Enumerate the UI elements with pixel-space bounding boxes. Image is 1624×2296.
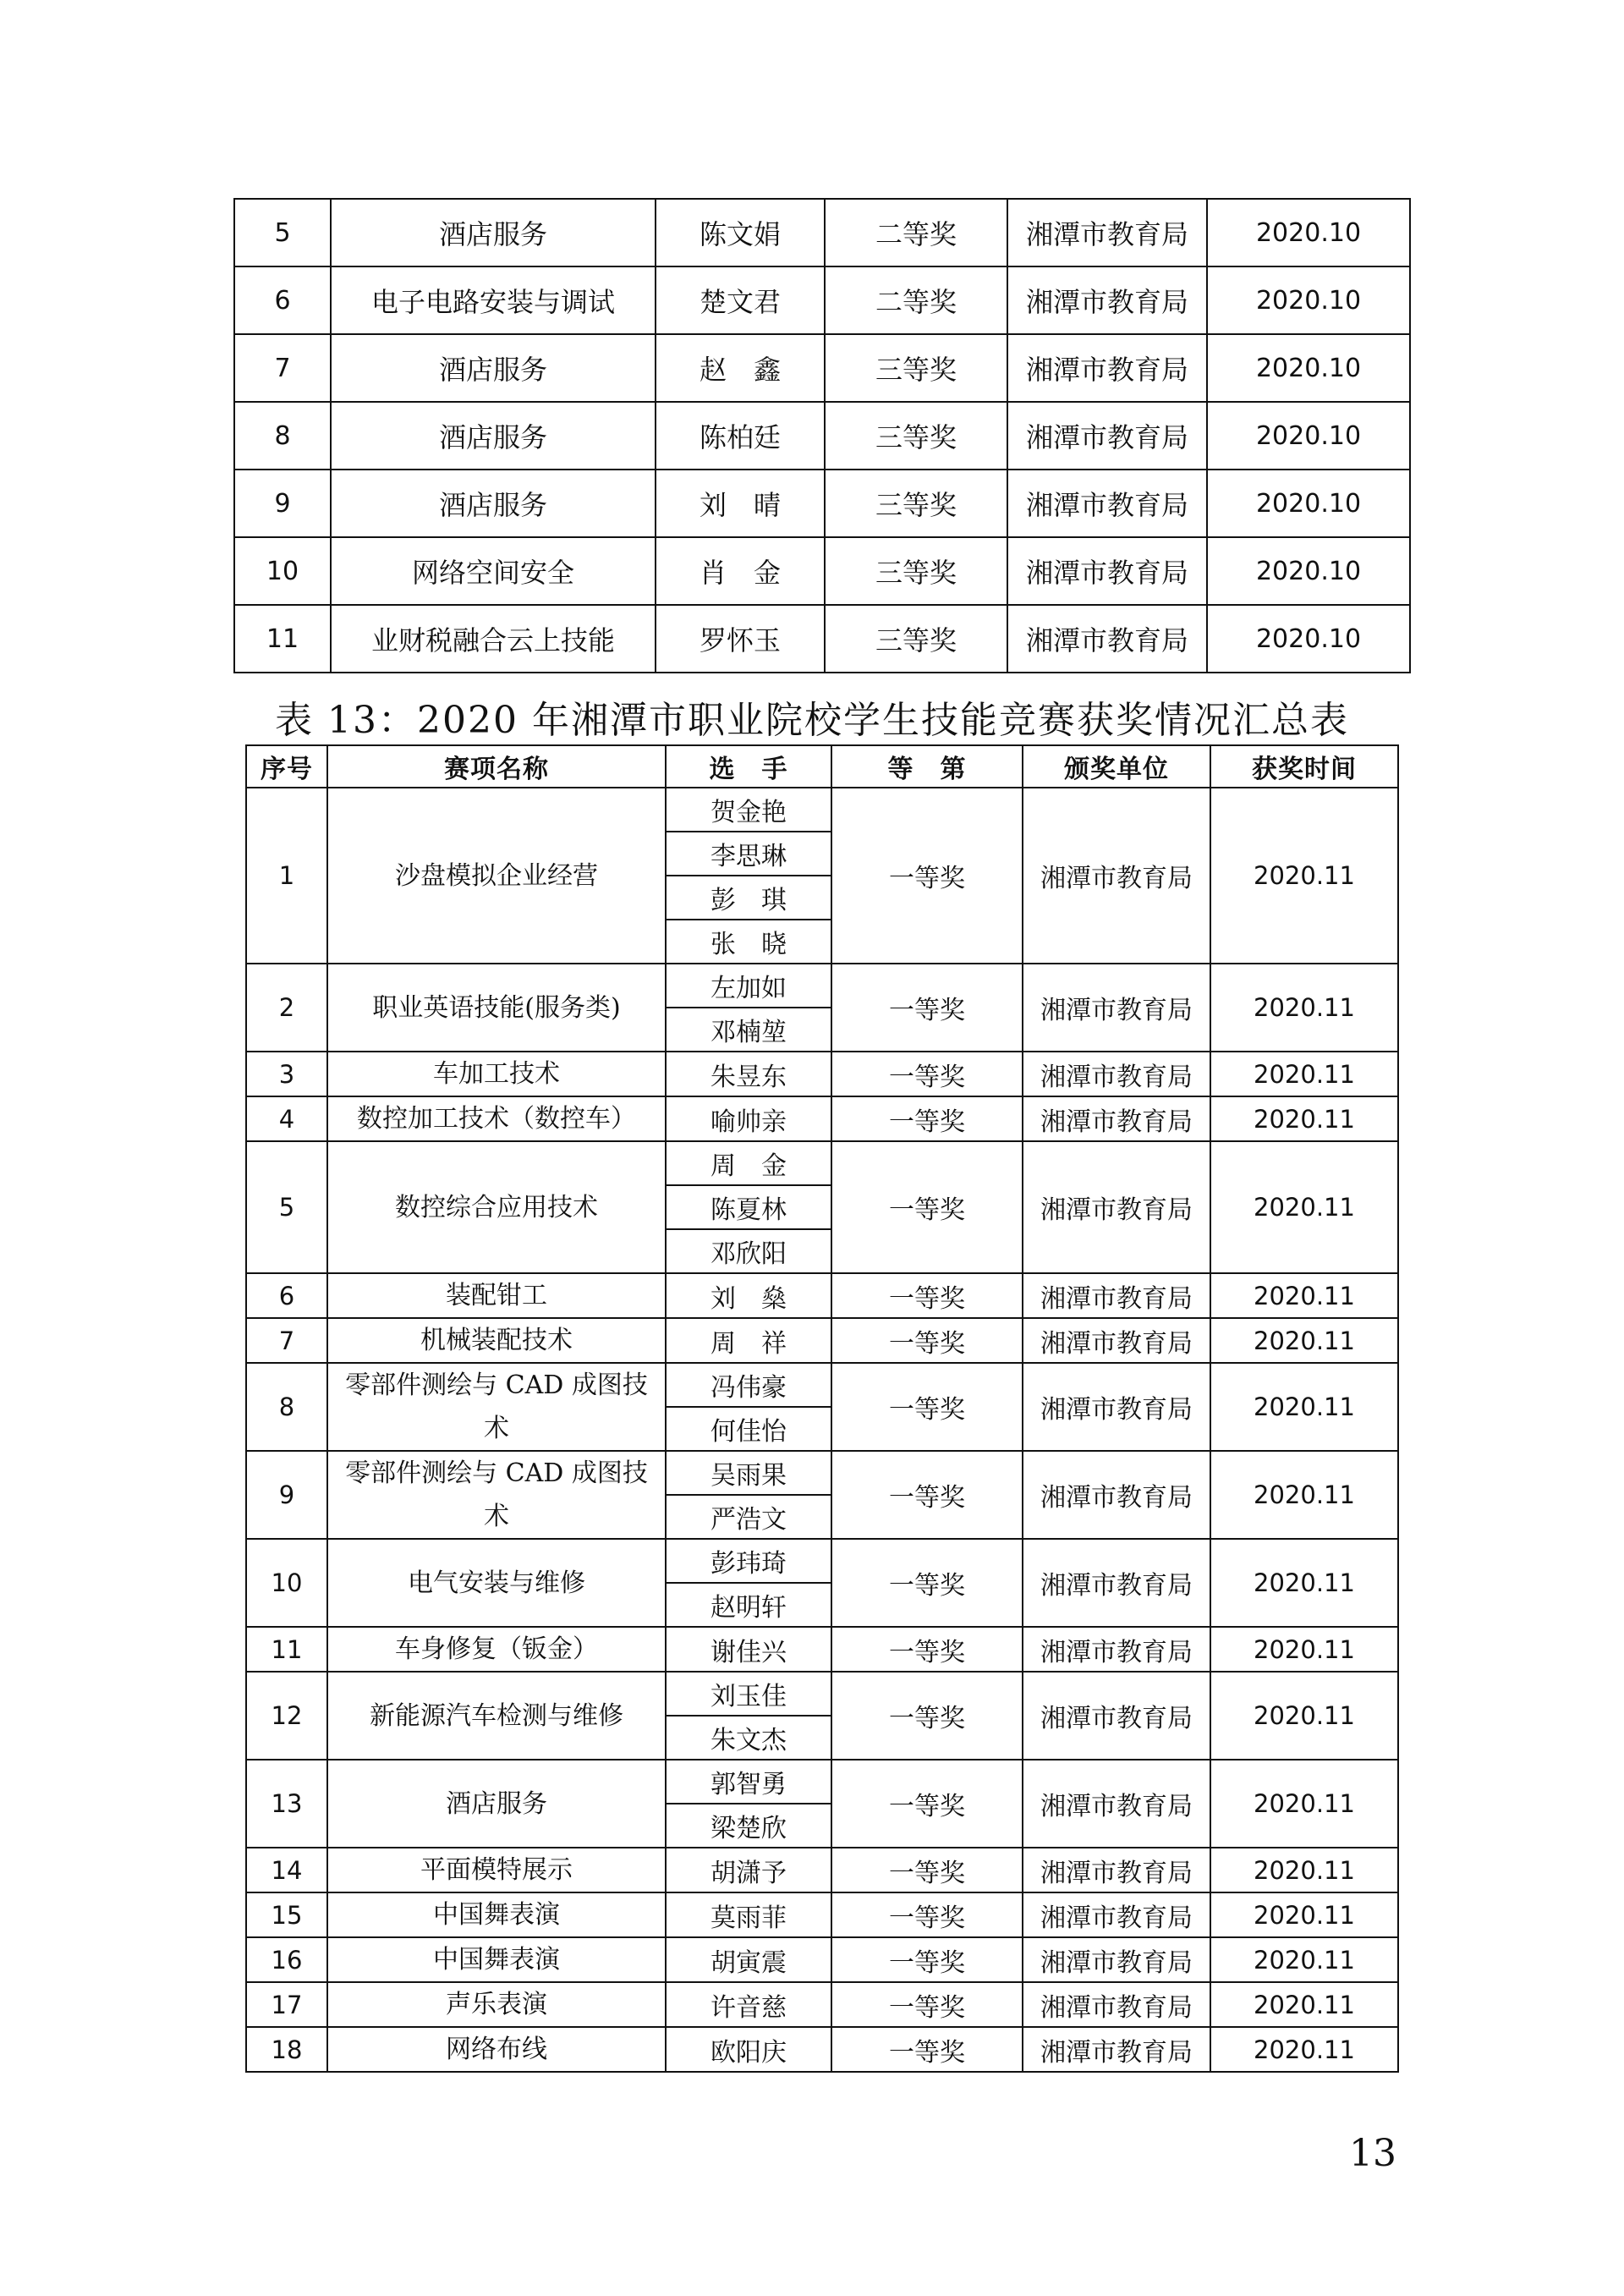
cell-no: 11 — [246, 1627, 327, 1672]
cell-unit: 湘潭市教育局 — [1023, 1273, 1210, 1318]
cell-date: 2020.11 — [1210, 1627, 1398, 1672]
cell-award: 三等奖 — [825, 537, 1007, 605]
table-row — [246, 1451, 1398, 1495]
cell-unit: 湘潭市教育局 — [1023, 788, 1210, 964]
cell-no: 8 — [234, 402, 331, 470]
table-row — [246, 1141, 1398, 1185]
cell-no: 6 — [234, 266, 331, 334]
cell-award: 一等奖 — [831, 1760, 1023, 1848]
cell-player: 周 金 — [666, 1141, 831, 1185]
cell-player: 刘 燊 — [666, 1273, 831, 1318]
cell-player: 邓楠堃 — [666, 1008, 831, 1052]
cell-unit: 湘潭市教育局 — [1023, 1363, 1210, 1451]
cell-date: 2020.11 — [1210, 1937, 1398, 1982]
cell-unit: 湘潭市教育局 — [1007, 537, 1207, 605]
cell-no: 2 — [246, 964, 327, 1052]
cell-date: 2020.11 — [1210, 1363, 1398, 1451]
cell-player: 李思琳 — [666, 832, 831, 876]
cell-no: 8 — [246, 1363, 327, 1451]
cell-event: 机械装配技术 — [327, 1318, 666, 1363]
cell-player: 喻帅亲 — [666, 1096, 831, 1141]
table-row — [234, 334, 1410, 402]
table-row — [234, 266, 1410, 334]
table-row — [246, 964, 1398, 1008]
header-event: 赛项名称 — [327, 745, 666, 788]
cell-player: 罗怀玉 — [656, 605, 825, 673]
cell-date: 2020.10 — [1207, 402, 1410, 470]
cell-event: 电气安装与维修 — [327, 1539, 666, 1627]
table-row — [246, 1937, 1398, 1982]
cell-date: 2020.11 — [1210, 1273, 1398, 1318]
cell-player: 张 晓 — [666, 920, 831, 964]
cell-event: 酒店服务 — [331, 402, 656, 470]
cell-no: 18 — [246, 2027, 327, 2072]
table-13-caption: 表 13：2020 年湘潭市职业院校学生技能竞赛获奖情况汇总表 — [275, 699, 1349, 742]
cell-no: 4 — [246, 1096, 327, 1141]
cell-event: 业财税融合云上技能 — [331, 605, 656, 673]
cell-date: 2020.11 — [1210, 1318, 1398, 1363]
page-number: 13 — [1349, 2132, 1396, 2175]
table-header-row — [246, 745, 1398, 788]
cell-date: 2020.11 — [1210, 2027, 1398, 2072]
cell-player: 许音慈 — [666, 1982, 831, 2027]
cell-unit: 湘潭市教育局 — [1023, 1892, 1210, 1937]
cell-award: 一等奖 — [831, 788, 1023, 964]
cell-no: 6 — [246, 1273, 327, 1318]
cell-award: 一等奖 — [831, 1982, 1023, 2027]
cell-no: 7 — [246, 1318, 327, 1363]
cell-no: 16 — [246, 1937, 327, 1982]
cell-event: 职业英语技能(服务类) — [327, 964, 666, 1052]
cell-award: 三等奖 — [825, 470, 1007, 537]
cell-player: 朱昱东 — [666, 1052, 831, 1096]
cell-date: 2020.11 — [1210, 1982, 1398, 2027]
cell-award: 一等奖 — [831, 1672, 1023, 1760]
table-row — [246, 1318, 1398, 1363]
cell-unit: 湘潭市教育局 — [1007, 402, 1207, 470]
table-row — [234, 470, 1410, 537]
cell-player: 欧阳庆 — [666, 2027, 831, 2072]
cell-event: 网络布线 — [327, 2027, 666, 2072]
cell-unit: 湘潭市教育局 — [1023, 1760, 1210, 1848]
cell-award: 一等奖 — [831, 1052, 1023, 1096]
cell-player: 郭智勇 — [666, 1760, 831, 1804]
cell-date: 2020.10 — [1207, 334, 1410, 402]
cell-no: 3 — [246, 1052, 327, 1096]
cell-event: 酒店服务 — [331, 334, 656, 402]
cell-date: 2020.11 — [1210, 1848, 1398, 1892]
cell-unit: 湘潭市教育局 — [1023, 964, 1210, 1052]
cell-award: 一等奖 — [831, 1141, 1023, 1273]
table-row — [234, 605, 1410, 673]
cell-player: 胡寅震 — [666, 1937, 831, 1982]
table-row — [246, 1848, 1398, 1892]
table-row — [234, 537, 1410, 605]
cell-award: 一等奖 — [831, 2027, 1023, 2072]
cell-event: 数控加工技术（数控车） — [327, 1096, 666, 1141]
table-13 — [245, 744, 1399, 2073]
cell-unit: 湘潭市教育局 — [1023, 1141, 1210, 1273]
header-unit: 颁奖单位 — [1023, 745, 1210, 788]
cell-no: 15 — [246, 1892, 327, 1937]
table-row — [246, 1052, 1398, 1096]
table-row — [246, 1273, 1398, 1318]
cell-event: 酒店服务 — [327, 1760, 666, 1848]
cell-unit: 湘潭市教育局 — [1007, 605, 1207, 673]
cell-date: 2020.10 — [1207, 266, 1410, 334]
cell-event: 零部件测绘与 CAD 成图技术 — [327, 1363, 666, 1451]
cell-event: 电子电路安装与调试 — [331, 266, 656, 334]
cell-player: 朱文杰 — [666, 1716, 831, 1760]
cell-no: 10 — [246, 1539, 327, 1627]
cell-unit: 湘潭市教育局 — [1007, 334, 1207, 402]
cell-event: 声乐表演 — [327, 1982, 666, 2027]
cell-player: 吴雨果 — [666, 1451, 831, 1495]
cell-award: 一等奖 — [831, 1937, 1023, 1982]
table-row — [246, 1363, 1398, 1407]
cell-unit: 湘潭市教育局 — [1023, 1982, 1210, 2027]
cell-award: 一等奖 — [831, 1627, 1023, 1672]
cell-event: 网络空间安全 — [331, 537, 656, 605]
cell-no: 11 — [234, 605, 331, 673]
cell-no: 1 — [246, 788, 327, 964]
table-row — [246, 1982, 1398, 2027]
cell-unit: 湘潭市教育局 — [1007, 266, 1207, 334]
cell-no: 14 — [246, 1848, 327, 1892]
table-row — [246, 788, 1398, 832]
cell-no: 7 — [234, 334, 331, 402]
cell-date: 2020.11 — [1210, 1892, 1398, 1937]
cell-event: 零部件测绘与 CAD 成图技术 — [327, 1451, 666, 1539]
cell-award: 二等奖 — [825, 199, 1007, 266]
table-row — [234, 199, 1410, 266]
cell-event: 沙盘模拟企业经营 — [327, 788, 666, 964]
cell-event: 酒店服务 — [331, 470, 656, 537]
cell-player: 何佳怡 — [666, 1407, 831, 1451]
header-date: 获奖时间 — [1210, 745, 1398, 788]
table-row — [246, 1760, 1398, 1804]
table-row — [246, 2027, 1398, 2072]
cell-no: 9 — [234, 470, 331, 537]
cell-event: 车加工技术 — [327, 1052, 666, 1096]
cell-no: 17 — [246, 1982, 327, 2027]
table-12-continued — [233, 198, 1411, 673]
cell-award: 一等奖 — [831, 1096, 1023, 1141]
table-row — [246, 1627, 1398, 1672]
cell-unit: 湘潭市教育局 — [1023, 1318, 1210, 1363]
cell-date: 2020.11 — [1210, 788, 1398, 964]
cell-unit: 湘潭市教育局 — [1023, 1672, 1210, 1760]
cell-no: 10 — [234, 537, 331, 605]
cell-event: 数控综合应用技术 — [327, 1141, 666, 1273]
cell-player: 左加如 — [666, 964, 831, 1008]
cell-event: 新能源汽车检测与维修 — [327, 1672, 666, 1760]
header-award: 等 第 — [831, 745, 1023, 788]
table-row — [246, 1892, 1398, 1937]
cell-date: 2020.11 — [1210, 1672, 1398, 1760]
cell-date: 2020.10 — [1207, 537, 1410, 605]
cell-no: 5 — [234, 199, 331, 266]
cell-player: 谢佳兴 — [666, 1627, 831, 1672]
cell-date: 2020.11 — [1210, 1760, 1398, 1848]
cell-award: 一等奖 — [831, 1848, 1023, 1892]
cell-player: 胡潇予 — [666, 1848, 831, 1892]
cell-date: 2020.10 — [1207, 605, 1410, 673]
cell-player: 莫雨菲 — [666, 1892, 831, 1937]
cell-award: 一等奖 — [831, 1273, 1023, 1318]
cell-player: 贺金艳 — [666, 788, 831, 832]
cell-date: 2020.11 — [1210, 964, 1398, 1052]
cell-date: 2020.10 — [1207, 199, 1410, 266]
cell-event: 中国舞表演 — [327, 1937, 666, 1982]
cell-award: 三等奖 — [825, 334, 1007, 402]
cell-date: 2020.11 — [1210, 1141, 1398, 1273]
cell-unit: 湘潭市教育局 — [1007, 470, 1207, 537]
table-row — [246, 1539, 1398, 1583]
cell-event: 平面模特展示 — [327, 1848, 666, 1892]
cell-player: 刘玉佳 — [666, 1672, 831, 1716]
cell-player: 彭 琪 — [666, 876, 831, 920]
cell-player: 赵明轩 — [666, 1583, 831, 1627]
cell-no: 13 — [246, 1760, 327, 1848]
cell-unit: 湘潭市教育局 — [1023, 1937, 1210, 1982]
cell-date: 2020.11 — [1210, 1451, 1398, 1539]
cell-award: 一等奖 — [831, 1892, 1023, 1937]
header-no: 序号 — [246, 745, 327, 788]
cell-player: 严浩文 — [666, 1495, 831, 1539]
cell-unit: 湘潭市教育局 — [1023, 1848, 1210, 1892]
cell-event: 装配钳工 — [327, 1273, 666, 1318]
cell-event: 酒店服务 — [331, 199, 656, 266]
cell-date: 2020.10 — [1207, 470, 1410, 537]
cell-unit: 湘潭市教育局 — [1023, 1627, 1210, 1672]
cell-award: 一等奖 — [831, 1318, 1023, 1363]
cell-player: 彭玮琦 — [666, 1539, 831, 1583]
cell-player: 陈柏廷 — [656, 402, 825, 470]
cell-award: 一等奖 — [831, 964, 1023, 1052]
cell-no: 12 — [246, 1672, 327, 1760]
cell-player: 肖 金 — [656, 537, 825, 605]
cell-award: 一等奖 — [831, 1451, 1023, 1539]
cell-player: 陈夏林 — [666, 1185, 831, 1229]
header-player: 选 手 — [666, 745, 831, 788]
cell-award: 三等奖 — [825, 402, 1007, 470]
cell-unit: 湘潭市教育局 — [1007, 199, 1207, 266]
cell-unit: 湘潭市教育局 — [1023, 1052, 1210, 1096]
cell-unit: 湘潭市教育局 — [1023, 2027, 1210, 2072]
cell-event: 车身修复（钣金） — [327, 1627, 666, 1672]
cell-award: 一等奖 — [831, 1363, 1023, 1451]
table-row — [234, 402, 1410, 470]
cell-player: 冯伟豪 — [666, 1363, 831, 1407]
cell-date: 2020.11 — [1210, 1096, 1398, 1141]
cell-award: 一等奖 — [831, 1539, 1023, 1627]
cell-player: 陈文娟 — [656, 199, 825, 266]
cell-unit: 湘潭市教育局 — [1023, 1451, 1210, 1539]
cell-player: 邓欣阳 — [666, 1229, 831, 1273]
cell-player: 周 祥 — [666, 1318, 831, 1363]
cell-date: 2020.11 — [1210, 1539, 1398, 1627]
cell-player: 梁楚欣 — [666, 1804, 831, 1848]
cell-award: 三等奖 — [825, 605, 1007, 673]
cell-unit: 湘潭市教育局 — [1023, 1539, 1210, 1627]
cell-no: 9 — [246, 1451, 327, 1539]
table-row — [246, 1096, 1398, 1141]
table-row — [246, 1672, 1398, 1716]
cell-date: 2020.11 — [1210, 1052, 1398, 1096]
cell-player: 刘 晴 — [656, 470, 825, 537]
cell-no: 5 — [246, 1141, 327, 1273]
cell-award: 二等奖 — [825, 266, 1007, 334]
cell-player: 赵 鑫 — [656, 334, 825, 402]
cell-player: 楚文君 — [656, 266, 825, 334]
cell-unit: 湘潭市教育局 — [1023, 1096, 1210, 1141]
cell-event: 中国舞表演 — [327, 1892, 666, 1937]
